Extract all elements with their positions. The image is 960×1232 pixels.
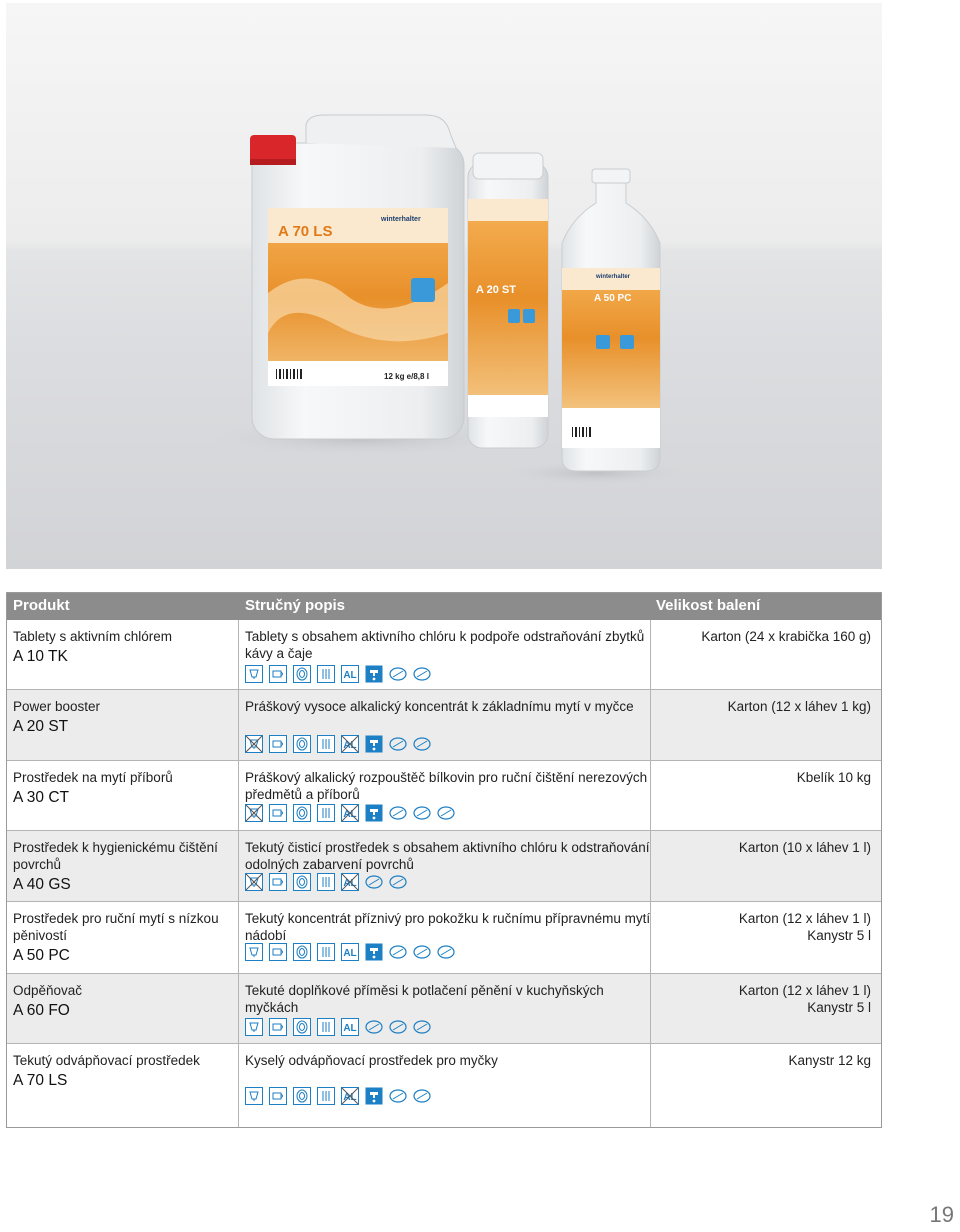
product-code: A 60 FO <box>13 1002 70 1019</box>
product-code: A 40 GS <box>13 876 71 893</box>
product-name: Prostředek na mytí příborů <box>13 770 173 785</box>
table-row <box>7 1044 881 1127</box>
product-name: Prostředek pro ruční mytí s nízkou pěnivostí <box>13 911 219 943</box>
glass-sink-not-suitable-icon <box>245 735 263 753</box>
product-code: A 50 PC <box>13 947 70 964</box>
cup-icon <box>269 1087 287 1105</box>
glass-sink-icon <box>245 665 263 683</box>
round-symbol-icon <box>389 804 407 822</box>
product-description: Tekutý koncentrát příznivý pro pokožku k ručnímu přípravnému mytí nádobí <box>245 911 651 943</box>
product-description: Tekutý čisticí prostředek s obsahem aktivního chlóru k odstraňování odolných zabarvení povrchů <box>245 840 650 872</box>
plate-icon <box>293 873 311 891</box>
pack-size-cell <box>671 1052 871 1069</box>
header-pack-size: Velikost balení <box>656 597 761 614</box>
svg-text:AL: AL <box>343 878 357 889</box>
table-header <box>7 593 881 620</box>
round-symbol-icon <box>437 943 455 961</box>
cup-icon <box>269 1018 287 1036</box>
column-divider <box>238 620 239 1127</box>
product-name: Odpěňovač <box>13 983 83 998</box>
round-symbol-icon <box>365 873 383 891</box>
header-description: Stručný popis <box>245 597 346 614</box>
product-name: Power booster <box>13 699 101 714</box>
product-description: Práškový alkalický rozpouštěč bílkovin pro ruční čištění nerezových předmětů a příborů <box>245 770 648 802</box>
plate-icon <box>293 665 311 683</box>
product-description: Tekuté doplňkové příměsi k potlačení pěnění v kuchyňských myčkách <box>245 983 604 1015</box>
pack-size: Kbelík 10 kg <box>796 770 871 785</box>
aluminium-icon <box>341 1018 359 1036</box>
round-symbol-icon <box>389 665 407 683</box>
product-name: Tablety s aktivním chlórem <box>13 629 173 644</box>
right-bottle-brand: winterhalter <box>596 274 631 280</box>
can-weight-text: 12 kg e/8,8 l <box>384 372 429 381</box>
cup-icon <box>269 804 287 822</box>
glass-sink-icon <box>245 1087 263 1105</box>
tap-water-icon <box>365 943 383 961</box>
svg-text:AL: AL <box>343 809 357 820</box>
aluminium-not-suitable-icon <box>341 735 359 753</box>
cup-icon <box>269 735 287 753</box>
product-table <box>6 592 882 1128</box>
table-row <box>7 690 881 761</box>
tap-water-icon <box>365 1087 383 1105</box>
pack-size: Karton (10 x láhev 1 l) <box>738 840 871 855</box>
cutlery-icon <box>317 1087 335 1105</box>
pack-size: Kanystr 5 l <box>807 928 871 943</box>
product-photo <box>6 3 882 569</box>
plate-icon <box>293 943 311 961</box>
product-code: A 10 TK <box>13 648 68 665</box>
pack-size: Karton (12 x láhev 1 kg) <box>727 699 871 714</box>
product-description: Práškový vysoce alkalický koncentrát k základnímu mytí v myčce <box>245 699 634 714</box>
plate-icon <box>293 1018 311 1036</box>
cutlery-icon <box>317 665 335 683</box>
can-brand-text: winterhalter <box>381 216 421 223</box>
round-symbol-icon <box>389 943 407 961</box>
round-symbol-icon <box>413 804 431 822</box>
page-number: 19 <box>929 1202 954 1227</box>
pack-size-cell <box>671 982 871 1016</box>
pack-size-cell <box>671 839 871 856</box>
right-bottle-text: A 50 PC <box>594 293 632 304</box>
product-code: A 70 LS <box>13 1072 68 1089</box>
product-code: A 30 CT <box>13 789 69 806</box>
table-row <box>7 831 881 902</box>
aluminium-icon <box>341 943 359 961</box>
product-name: Tekutý odvápňovací prostředek <box>13 1053 200 1068</box>
svg-text:AL: AL <box>343 948 357 959</box>
cup-icon <box>269 665 287 683</box>
product-photo-illustration <box>6 3 882 569</box>
svg-text:AL: AL <box>343 1092 357 1103</box>
product-description: Tablety s obsahem aktivního chlóru k podpoře odstraňování zbytků kávy a čaje <box>245 629 645 661</box>
plate-icon <box>293 735 311 753</box>
round-symbol-icon <box>365 1018 383 1036</box>
product-name-cell <box>13 698 233 738</box>
pack-size: Karton (24 x krabička 160 g) <box>701 629 871 644</box>
cutlery-icon <box>317 943 335 961</box>
product-name: Prostředek k hygienickému čištění povrchů <box>13 840 218 872</box>
bottle-a20st <box>468 153 548 448</box>
header-product: Produkt <box>13 597 70 614</box>
table-row <box>7 974 881 1044</box>
pack-size-cell <box>671 769 871 786</box>
pack-size: Kanystr 12 kg <box>788 1053 871 1068</box>
svg-text:AL: AL <box>343 740 357 751</box>
canister-a70ls <box>250 115 464 439</box>
svg-text:AL: AL <box>343 670 357 681</box>
product-name-cell <box>13 769 233 809</box>
pack-size-cell <box>671 628 871 645</box>
aluminium-not-suitable-icon <box>341 873 359 891</box>
svg-text:AL: AL <box>343 1023 357 1034</box>
tap-water-icon <box>365 735 383 753</box>
round-symbol-icon <box>413 735 431 753</box>
product-name-cell <box>13 839 233 896</box>
cup-icon <box>269 943 287 961</box>
aluminium-not-suitable-icon <box>341 804 359 822</box>
table-row <box>7 761 881 831</box>
product-code: A 20 ST <box>13 718 69 735</box>
round-symbol-icon <box>389 735 407 753</box>
product-description: Kyselý odvápňovací prostředek pro myčky <box>245 1053 498 1068</box>
plate-icon <box>293 1087 311 1105</box>
cutlery-icon <box>317 1018 335 1036</box>
pack-size-cell <box>671 698 871 715</box>
round-symbol-icon <box>389 1087 407 1105</box>
cup-icon <box>269 873 287 891</box>
bottle-a50pc <box>562 169 660 471</box>
pack-size: Kanystr 5 l <box>807 1000 871 1015</box>
aluminium-icon <box>341 665 359 683</box>
column-divider <box>650 620 651 1127</box>
round-symbol-icon <box>413 943 431 961</box>
round-symbol-icon <box>413 1018 431 1036</box>
table-row <box>7 902 881 974</box>
small-bottle-text: A 20 ST <box>476 284 516 296</box>
round-symbol-icon <box>389 1018 407 1036</box>
round-symbol-icon <box>413 665 431 683</box>
cutlery-icon <box>317 873 335 891</box>
glass-sink-icon <box>245 943 263 961</box>
cutlery-icon <box>317 735 335 753</box>
pack-size-cell <box>671 910 871 944</box>
round-symbol-icon <box>413 1087 431 1105</box>
can-product-text: A 70 LS <box>278 223 333 240</box>
product-name-cell <box>13 910 233 967</box>
plate-icon <box>293 804 311 822</box>
cutlery-icon <box>317 804 335 822</box>
glass-sink-not-suitable-icon <box>245 873 263 891</box>
round-symbol-icon <box>437 804 455 822</box>
glass-sink-not-suitable-icon <box>245 804 263 822</box>
product-name-cell <box>13 1052 233 1092</box>
product-name-cell <box>13 982 233 1022</box>
aluminium-not-suitable-icon <box>341 1087 359 1105</box>
pack-size: Karton (12 x láhev 1 l) <box>738 911 871 926</box>
product-name-cell <box>13 628 233 668</box>
glass-sink-icon <box>245 1018 263 1036</box>
table-row <box>7 620 881 690</box>
tap-water-icon <box>365 804 383 822</box>
round-symbol-icon <box>389 873 407 891</box>
pack-size: Karton (12 x láhev 1 l) <box>738 983 871 998</box>
tap-water-icon <box>365 665 383 683</box>
